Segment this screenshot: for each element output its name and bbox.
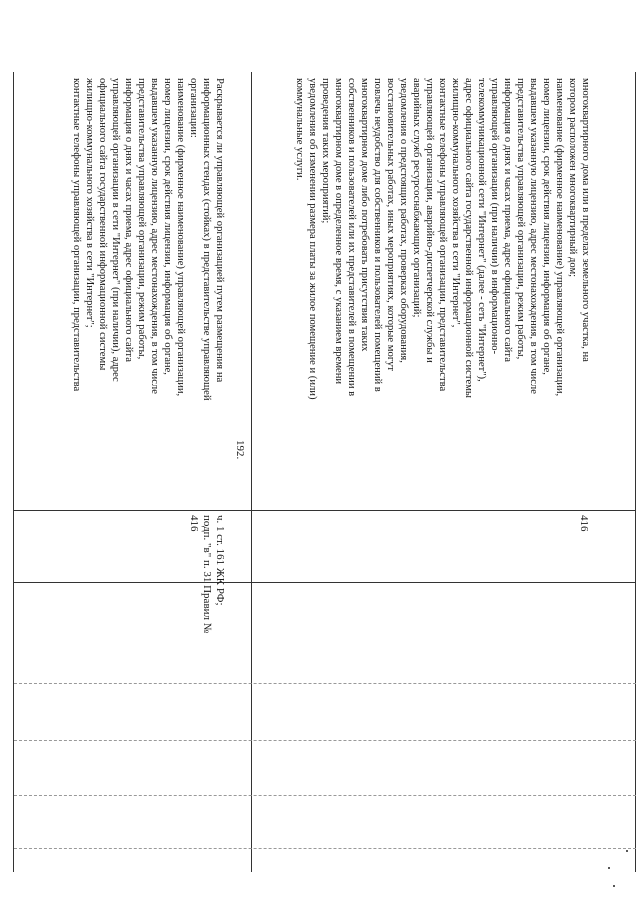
column-divider-check-1 (14, 683, 636, 684)
scan-speck (626, 850, 628, 852)
table-border-top (635, 72, 636, 872)
scan-speck (608, 867, 610, 869)
column-divider-ref (14, 582, 636, 583)
column-divider-number (14, 510, 636, 511)
column-divider-check-3 (14, 795, 636, 796)
column-divider-check-2 (14, 740, 636, 741)
row-192-number: 192. (234, 440, 246, 460)
row-192-legal-reference: ч. 1 ст. 161 ЖК РФ; подп. "в" п. 31 Правил № 416 (188, 515, 226, 634)
table-border-bottom (13, 72, 14, 872)
row-prev-requirement-text: многоквартирного дома или в пределах земельного участка, на котором расположен многоквартирный дом; наименование (фирменное наименование) управляющей организации, номер лицензии, срок действия лицензии, информация об органе, выдавшем указанную лицензию, адрес местонахождения, в том числе представительства управляющей организации, режим работы, информация о днях и часах приема, адрес официального сайта управляющей организации (при наличии) в информационно- телекоммуникационной сети "Интернет" (далее - сеть "Интернет"), адрес официального сайта государственной информационной системы жилищно-коммунального хозяйства в сети "Интернет", контактные телефоны управляющей организации, представительства управляющей организации, аварийно-диспетчерской службы и аварийных служб ресурсоснабжающих организаций; уведомления о предстоящих работах, проверках оборудования, восстановительных работах, иных мероприятиях, которые могут повлечь неудобство для собственников и пользователей помещений в многоквартирном доме либо потребовать присутствия таких собственников и пользователей или их представителей в помещении в многоквартирном доме в определенное время, с указанием времени проведения таких мероприятий; уведомления об изменении размера платы за жилое помещение и (или) коммунальные услуги. (294, 78, 591, 400)
row-prev-legal-reference: 416 (578, 515, 590, 532)
row-192-requirement-text: Раскрывается ли управляющей организацией путем размещения на информационных стендах (стойках) в представительстве управляющей организации: наименование (фирменное наименование) управляющей организации, номер лицензии, срок действия лицензии, информация об органе, выдавшем указанную лицензию, адрес местонахождения, в том числе представительства управляющей организации, режим работы, информация о днях и часах приема, адрес официального сайта управляющей организации в сети "Интернет" (при наличии), адрес официального сайта государственной информационной системы жилищно-коммунального хозяйства в сети "Интернет"; контактные телефоны управляющей организации, представительства (71, 78, 225, 401)
scan-speck (613, 885, 615, 887)
row-divider (251, 72, 252, 872)
column-divider-check-4 (14, 848, 636, 849)
